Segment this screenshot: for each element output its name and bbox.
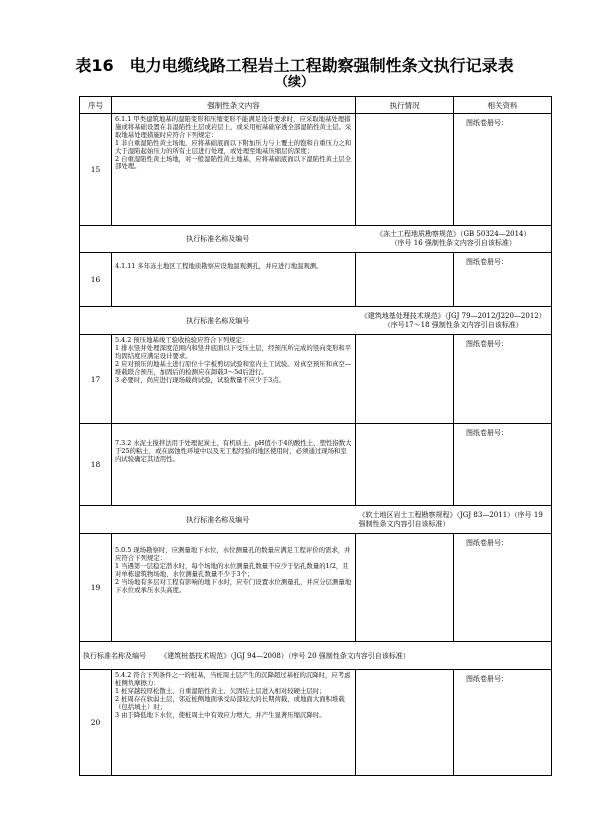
clause-text: 6.1.1 甲类建筑地基的湿陷变形和压缩变形不能满足设计要求时，应采取地基处理措施或将基础设置在非湿陷性土层或岩层上，或采用桩基础穿透全部湿陷性黄土层。采取地基处理措施时应符合下列规定： 1 非自重湿陷性黄土场地，应将基础底面以下附加压力与上覆土的饱和自重压力之和大于湿陷起始压力的所有土层进行处理，或处理至地基压缩层的深度； 2 自重湿陷性黄土场地，对一般湿陷性黄土地基，应将基础底面以下湿陷性黄土层全部处理。 [115,115,352,171]
standard-label-text: 执行标准名称及编号 [83,651,146,660]
standard-row [80,226,552,253]
standard-row [80,307,552,335]
row-content [112,335,356,424]
header-status: 执行情况 [356,97,454,114]
page-subtitle: （续） [274,75,314,90]
header-no: 序号 [80,97,112,114]
standard-value: 《建筑地基处理技术规范》（JGJ 79—2012/J220—2012） （序号17～18 强制性条文内容引自该标准） [356,307,552,335]
clause-text: 5.0.5 现场勘察时，应测量地下水位，水位测量孔的数量应满足工程评价的需求，并应符合下列规定： 1 当遇第一层稳定潜水时，每个场地的水位测量孔数量不应少于钻孔数量的1/2，且对单栋建筑物场地，水位测量孔数量不少于3个； 2 当场地有多层对工程有影响的地下水时，应专门设置水位测量孔，并应分层测量地下水位或承压水头高度。 [115,546,352,594]
clause-text: 7.3.2 水泥土搅拌法用于处理泥炭土、有机质土、pH值小于4的酸性土、塑性指数大于25的粘土，或在腐蚀性环境中以及无工程经验的地区使用时，必须通过现场和室内试验确定其适用性。 [115,439,352,463]
header-reference: 相关资料 [454,97,552,114]
table-row [80,534,552,642]
row-number: 16 [80,253,112,307]
reference-cell[interactable]: 图纸卷册号： [454,253,552,307]
row-content [112,670,356,776]
reference-cell[interactable]: 图纸卷册号： [454,114,552,226]
row-content [112,534,356,642]
status-cell[interactable] [356,424,454,506]
clause-text: 5.4.2 符合下列条件之一的桩基，当桩周土层产生的沉降超过基桩的沉降时，应考虑桩侧负摩擦力： 1 桩穿越较厚松散土、自重湿陷性黄土、欠固结土层进入相对较硬土层时； 2 桩周存在软弱土层，邻近桩侧地面承受局部较大的长期荷载，或地面大面积堆载（包括填土）时； 3 由于降低地下水位，使桩周土中有效应力增大，并产生显著压缩沉降时。 [115,671,351,719]
status-cell[interactable] [356,114,454,226]
record-table [79,96,552,776]
table-row [80,424,552,506]
standard-value: 《冻土工程地质勘察规范》（GB 50324—2014） （序号 16 强制性条文内容引自该标准） [356,226,552,253]
standard-value-text: 《建筑桩基技术规范》（JGJ 94—2008）（序号 20 强制性条文内容引自该标准） [160,651,410,660]
reference-cell[interactable]: 图纸卷册号： [454,534,552,642]
clause-text: 5.4.2 预压地基竣工验收检验应符合下列规定： 1 排水竖井处理深度范围内和竖井底面以下受压土层，经预压所完成的竖向变形和平均固结度应满足设计要求。 2 应对预压的地基土进行原位十字板剪切试验和室内土工试验。对真空预压和真空—堆载联合预压，加固后的检测应在卸载3～5d后进行。 3 必要时，尚应进行现场载荷试验，试验数量不应少于3点。 [115,336,352,384]
clause-text: 4.1.11 多年冻土地区工程地质勘察应设地温观测孔，并应进行地温观测。 [115,262,323,270]
reference-cell[interactable]: 图纸卷册号： [454,670,552,776]
page-title: 表16 电力电缆线路工程岩土工程勘察强制性条文执行记录表 [75,56,514,75]
table-row [80,114,552,226]
status-cell[interactable] [356,335,454,424]
row-number: 17 [80,335,112,424]
row-number: 20 [80,670,112,776]
standard-label: 执行标准名称及编号 [80,226,356,253]
standard-label [80,642,410,670]
row-number: 19 [80,534,112,642]
reference-cell[interactable]: 图纸卷册号： [454,335,552,424]
table-row [80,335,552,424]
table-row [80,670,552,776]
row-content [112,114,356,226]
standard-label: 执行标准名称及编号 [80,506,356,534]
header-content: 强制性条文内容 [112,97,356,114]
table-row [80,253,552,307]
standard-value: 《软土地区岩土工程勘察规程》（JGJ 83—2011）（序号 19 强制性条文内容引自该标准） [356,506,552,534]
status-cell[interactable] [356,670,454,776]
row-number: 18 [80,424,112,506]
standard-row [80,506,552,534]
reference-cell[interactable]: 图纸卷册号： [454,424,552,506]
standard-row [80,642,552,670]
row-number: 15 [80,114,112,226]
status-cell[interactable] [356,253,454,307]
row-content [112,424,356,506]
header-row [80,97,552,114]
status-cell[interactable] [356,534,454,642]
row-content [112,253,356,307]
standard-label: 执行标准名称及编号 [80,307,356,335]
